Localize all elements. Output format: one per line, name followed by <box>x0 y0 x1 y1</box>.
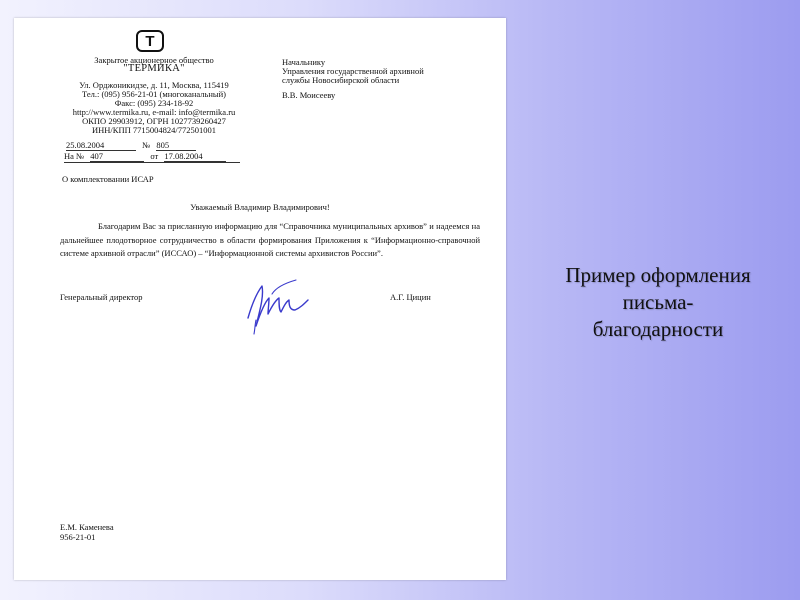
reg-underline <box>64 162 240 163</box>
ref-number: 407 <box>90 151 144 162</box>
recipient-name: В.В. Моисееву <box>282 90 336 100</box>
logo-mark: T <box>145 32 155 50</box>
body-paragraph: Благодарим Вас за присланную информацию для “Справочника муниципальных архивов” и надеемся на дальнейшее плодотворное сотрудничество в области формирования Приложения к “Информационно-справочной системе архивной отрасли” (ИССАО) – “Информационной системы архивистов России”. <box>60 221 480 258</box>
reg-date: 25.08.2004 <box>66 140 136 151</box>
slide-caption <box>520 262 796 343</box>
signer-name: А.Г. Цицин <box>390 292 431 302</box>
recipient-line: службы Новосибирской области <box>282 75 400 85</box>
signature-image <box>238 274 314 336</box>
okpo-line: ОКПО 29903912, ОГРН 1027739260427 <box>82 116 226 126</box>
reg-number-label: № <box>142 140 151 150</box>
caption-line: письма- <box>622 290 694 314</box>
caption-line: Пример оформления <box>565 263 751 287</box>
subject-line: О комплектовании ИСАР <box>62 174 154 184</box>
address-line: Ул. Орджоникидзе, д. 11, Москва, 115419 <box>79 80 229 90</box>
signer-title: Генеральный директор <box>60 292 143 302</box>
recipient-line: Управления государственной архивной <box>282 66 424 76</box>
salutation: Уважаемый Владимир Владимирович! <box>190 202 330 212</box>
ref-date: 17.08.2004 <box>164 151 226 162</box>
caption-line: благодарности <box>592 317 724 341</box>
executor-phone: 956-21-01 <box>60 532 96 542</box>
company-logo <box>136 30 164 52</box>
company-type: Закрытое акционерное общество <box>94 55 214 65</box>
company-name: "ТЕРМИКА" <box>123 63 185 74</box>
ref-from: от <box>150 151 159 161</box>
ref-prefix: На № <box>64 151 85 161</box>
letter-image <box>14 18 506 580</box>
executor-name: Е.М. Каменева <box>60 522 114 532</box>
ref-row <box>64 151 226 162</box>
reg-row <box>66 140 196 151</box>
phone-line: Тел.: (095) 956-21-01 (многоканальный) <box>81 89 227 99</box>
inn-line: ИНН/КПП 7715004824/772501001 <box>92 125 216 135</box>
recipient-line: Начальнику <box>282 57 326 67</box>
reg-number: 805 <box>156 140 196 151</box>
fax-line: Факс: (095) 234-18-92 <box>114 98 194 108</box>
web-line: http://www.termika.ru, e-mail: info@termika.ru <box>72 107 236 117</box>
